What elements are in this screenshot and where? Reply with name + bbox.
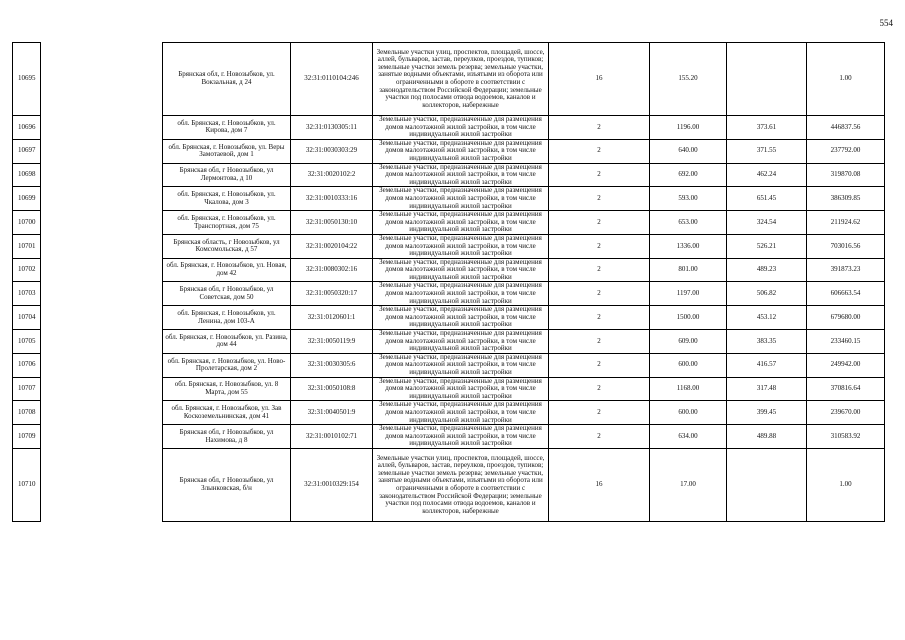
blank-cell	[41, 163, 163, 187]
row-id: 10709	[13, 425, 41, 449]
cadastral-value-cell: 370816.64	[807, 377, 885, 401]
address-cell: Брянская обл, г Новозыбков, ул Советская, дом 50	[163, 282, 291, 306]
address-cell: обл. Брянская, г. Новозыбков, ул. 8 Марта, дом 55	[163, 377, 291, 401]
area-cell: 1168.00	[650, 377, 727, 401]
row-id: 10703	[13, 282, 41, 306]
cadastral-number-cell: 32:31:0020102:2	[291, 163, 373, 187]
land-use-cell: Земельные участки, предназначенные для размещения домов малоэтажной жилой застройки, в том числе индивидуальной жилой застройки	[373, 306, 549, 330]
group-code-cell: 2	[549, 187, 650, 211]
row-id: 10706	[13, 353, 41, 377]
cadastral-number-cell: 32:31:0110104:246	[291, 43, 373, 116]
land-use-cell: Земельные участки, предназначенные для размещения домов малоэтажной жилой застройки, в том числе индивидуальной жилой застройки	[373, 139, 549, 163]
cadastral-table	[12, 42, 885, 522]
cadastral-number-cell: 32:31:0010329:154	[291, 448, 373, 521]
land-use-cell: Земельные участки, предназначенные для размещения домов малоэтажной жилой застройки, в том числе индивидуальной жилой застройки	[373, 425, 549, 449]
blank-cell	[41, 234, 163, 258]
group-code-cell: 2	[549, 330, 650, 354]
table-row	[13, 163, 885, 187]
land-use-cell: Земельные участки, предназначенные для размещения домов малоэтажной жилой застройки, в том числе индивидуальной жилой застройки	[373, 377, 549, 401]
table-row	[13, 258, 885, 282]
blank-cell	[41, 401, 163, 425]
cadastral-value-cell: 233460.15	[807, 330, 885, 354]
cadastral-value-cell: 703016.56	[807, 234, 885, 258]
area-cell: 609.00	[650, 330, 727, 354]
group-code-cell: 2	[549, 163, 650, 187]
area-cell: 1197.00	[650, 282, 727, 306]
specific-value-cell: 371.55	[727, 139, 807, 163]
row-id: 10697	[13, 139, 41, 163]
table-row	[13, 234, 885, 258]
cadastral-number-cell: 32:31:0050320:17	[291, 282, 373, 306]
address-cell: Брянская область, г Новозыбков, ул Комсомольская, д 57	[163, 234, 291, 258]
group-code-cell: 2	[549, 116, 650, 140]
cadastral-number-cell: 32:31:0050119:9	[291, 330, 373, 354]
address-cell: обл. Брянская, г. Новозыбков, ул. Ново-Пролетарская, дом 2	[163, 353, 291, 377]
cadastral-value-cell: 319870.08	[807, 163, 885, 187]
cadastral-number-cell: 32:31:0010333:16	[291, 187, 373, 211]
land-use-cell: Земельные участки, предназначенные для размещения домов малоэтажной жилой застройки, в том числе индивидуальной жилой застройки	[373, 330, 549, 354]
area-cell: 600.00	[650, 353, 727, 377]
table-row	[13, 43, 885, 116]
land-use-cell: Земельные участки, предназначенные для размещения домов малоэтажной жилой застройки, в том числе индивидуальной жилой застройки	[373, 187, 549, 211]
table-row	[13, 330, 885, 354]
table-row	[13, 377, 885, 401]
table-row	[13, 306, 885, 330]
blank-cell	[41, 425, 163, 449]
specific-value-cell: 317.48	[727, 377, 807, 401]
area-cell: 1196.00	[650, 116, 727, 140]
address-cell: обл. Брянская, г. Новозыбков, ул. Транспортная, дом 75	[163, 211, 291, 235]
row-id: 10705	[13, 330, 41, 354]
table-row	[13, 116, 885, 140]
specific-value-cell: 651.45	[727, 187, 807, 211]
row-id: 10704	[13, 306, 41, 330]
cadastral-value-cell: 606663.54	[807, 282, 885, 306]
cadastral-number-cell: 32:31:0040501:9	[291, 401, 373, 425]
row-id: 10696	[13, 116, 41, 140]
address-cell: обл. Брянская, г. Новозыбков, ул. Чкалова, дом 3	[163, 187, 291, 211]
cadastral-value-cell: 1.00	[807, 448, 885, 521]
area-cell: 593.00	[650, 187, 727, 211]
group-code-cell: 2	[549, 401, 650, 425]
cadastral-number-cell: 32:31:0120601:1	[291, 306, 373, 330]
row-id: 10702	[13, 258, 41, 282]
specific-value-cell: 526.21	[727, 234, 807, 258]
cadastral-value-cell: 237792.00	[807, 139, 885, 163]
blank-cell	[41, 282, 163, 306]
row-id: 10699	[13, 187, 41, 211]
specific-value-cell	[727, 448, 807, 521]
cadastral-number-cell: 32:31:0050130:10	[291, 211, 373, 235]
area-cell: 692.00	[650, 163, 727, 187]
address-cell: обл. Брянская, г. Новозыбков, ул. Кирова, дом 7	[163, 116, 291, 140]
page-number: 554	[879, 18, 893, 28]
specific-value-cell: 399.45	[727, 401, 807, 425]
specific-value-cell: 489.23	[727, 258, 807, 282]
specific-value-cell: 383.35	[727, 330, 807, 354]
group-code-cell: 16	[549, 448, 650, 521]
row-id: 10695	[13, 43, 41, 116]
row-id: 10700	[13, 211, 41, 235]
group-code-cell: 2	[549, 234, 650, 258]
specific-value-cell	[727, 43, 807, 116]
table-row	[13, 139, 885, 163]
land-use-cell: Земельные участки, предназначенные для размещения домов малоэтажной жилой застройки, в том числе индивидуальной жилой застройки	[373, 163, 549, 187]
blank-cell	[41, 43, 163, 116]
land-use-cell: Земельные участки, предназначенные для размещения домов малоэтажной жилой застройки, в том числе индивидуальной жилой застройки	[373, 116, 549, 140]
land-use-cell: Земельные участки, предназначенные для размещения домов малоэтажной жилой застройки, в том числе индивидуальной жилой застройки	[373, 211, 549, 235]
cadastral-value-cell: 249942.00	[807, 353, 885, 377]
land-use-cell: Земельные участки улиц, проспектов, площадей, шоссе, аллей, бульваров, застав, переулков, проездов, тупиков; земельные участки земель резерва; земельные участки, занятые водными объектами, изъятыми из оборота или ограниченными в обороте в соответствии с законодательством Российской Федерации; земельные участки под полосами отвода водоемов, каналов и коллекторов, набережные	[373, 43, 549, 116]
table-row	[13, 401, 885, 425]
cadastral-value-cell: 679680.00	[807, 306, 885, 330]
area-cell: 634.00	[650, 425, 727, 449]
group-code-cell: 16	[549, 43, 650, 116]
area-cell: 801.00	[650, 258, 727, 282]
land-use-cell: Земельные участки, предназначенные для размещения домов малоэтажной жилой застройки, в том числе индивидуальной жилой застройки	[373, 353, 549, 377]
blank-cell	[41, 187, 163, 211]
blank-cell	[41, 353, 163, 377]
address-cell: Брянская обл, г Новозыбков, ул Лермонтова, д 10	[163, 163, 291, 187]
group-code-cell: 2	[549, 425, 650, 449]
area-cell: 155.20	[650, 43, 727, 116]
group-code-cell: 2	[549, 211, 650, 235]
group-code-cell: 2	[549, 306, 650, 330]
land-use-cell: Земельные участки, предназначенные для размещения домов малоэтажной жилой застройки, в том числе индивидуальной жилой застройки	[373, 401, 549, 425]
area-cell: 653.00	[650, 211, 727, 235]
blank-cell	[41, 448, 163, 521]
area-cell: 640.00	[650, 139, 727, 163]
specific-value-cell: 416.57	[727, 353, 807, 377]
cadastral-number-cell: 32:31:0020104:22	[291, 234, 373, 258]
group-code-cell: 2	[549, 139, 650, 163]
address-cell: обл. Брянская, г. Новозыбков, ул. Веры Замотаевой, дом 1	[163, 139, 291, 163]
table-row	[13, 353, 885, 377]
cadastral-value-cell: 386309.85	[807, 187, 885, 211]
cadastral-number-cell: 32:31:0050108:8	[291, 377, 373, 401]
specific-value-cell: 462.24	[727, 163, 807, 187]
table-row	[13, 425, 885, 449]
group-code-cell: 2	[549, 282, 650, 306]
row-id: 10698	[13, 163, 41, 187]
blank-cell	[41, 377, 163, 401]
cadastral-number-cell: 32:31:0030305:6	[291, 353, 373, 377]
cadastral-value-cell: 211924.62	[807, 211, 885, 235]
blank-cell	[41, 211, 163, 235]
address-cell: обл. Брянская, г. Новозыбков, ул. Ленина, дом 103-А	[163, 306, 291, 330]
table-row	[13, 187, 885, 211]
blank-cell	[41, 306, 163, 330]
row-id: 10710	[13, 448, 41, 521]
land-use-cell: Земельные участки, предназначенные для размещения домов малоэтажной жилой застройки, в том числе индивидуальной жилой застройки	[373, 234, 549, 258]
area-cell: 1500.00	[650, 306, 727, 330]
row-id: 10708	[13, 401, 41, 425]
cadastral-value-cell: 1.00	[807, 43, 885, 116]
land-use-cell: Земельные участки, предназначенные для размещения домов малоэтажной жилой застройки, в том числе индивидуальной жилой застройки	[373, 258, 549, 282]
specific-value-cell: 373.61	[727, 116, 807, 140]
land-use-cell: Земельные участки, предназначенные для размещения домов малоэтажной жилой застройки, в том числе индивидуальной жилой застройки	[373, 282, 549, 306]
cadastral-number-cell: 32:31:0130305:11	[291, 116, 373, 140]
table-row	[13, 448, 885, 521]
cadastral-value-cell: 446837.56	[807, 116, 885, 140]
area-cell: 1336.00	[650, 234, 727, 258]
table-body	[13, 43, 885, 522]
address-cell: обл. Брянская, г. Новозыбков, ул. Новая, дом 42	[163, 258, 291, 282]
table-row	[13, 282, 885, 306]
blank-cell	[41, 330, 163, 354]
specific-value-cell: 324.54	[727, 211, 807, 235]
group-code-cell: 2	[549, 377, 650, 401]
cadastral-number-cell: 32:31:0010102:71	[291, 425, 373, 449]
table-row	[13, 211, 885, 235]
address-cell: Брянская обл, г Новозыбков, ул Злынковская, б/н	[163, 448, 291, 521]
address-cell: Брянская обл, г. Новозыбков, ул. Вокзальная, д 24	[163, 43, 291, 116]
blank-cell	[41, 258, 163, 282]
group-code-cell: 2	[549, 353, 650, 377]
blank-cell	[41, 116, 163, 140]
specific-value-cell: 506.82	[727, 282, 807, 306]
cadastral-value-cell: 391873.23	[807, 258, 885, 282]
cadastral-number-cell: 32:31:0080302:16	[291, 258, 373, 282]
land-use-cell: Земельные участки улиц, проспектов, площадей, шоссе, аллей, бульваров, застав, переулков, проездов, тупиков; земельные участки земель резерва; земельные участки, занятые водными объектами, изъятыми из оборота или ограниченными в обороте в соответствии с законодательством Российской Федерации; земельные участки под полосами отвода водоемов, каналов и коллекторов, набережные	[373, 448, 549, 521]
specific-value-cell: 489.88	[727, 425, 807, 449]
address-cell: обл. Брянская, г. Новозыбков, ул. Зав Коскоземельнинская, дом 41	[163, 401, 291, 425]
cadastral-value-cell: 239670.00	[807, 401, 885, 425]
address-cell: обл. Брянская, г. Новозыбков, ул. Разина, дом 44	[163, 330, 291, 354]
blank-cell	[41, 139, 163, 163]
specific-value-cell: 453.12	[727, 306, 807, 330]
group-code-cell: 2	[549, 258, 650, 282]
area-cell: 17.00	[650, 448, 727, 521]
cadastral-value-cell: 310583.92	[807, 425, 885, 449]
row-id: 10701	[13, 234, 41, 258]
row-id: 10707	[13, 377, 41, 401]
cadastral-number-cell: 32:31:0030303:29	[291, 139, 373, 163]
address-cell: Брянская обл, г Новозыбков, ул Нахимова, д 8	[163, 425, 291, 449]
area-cell: 600.00	[650, 401, 727, 425]
